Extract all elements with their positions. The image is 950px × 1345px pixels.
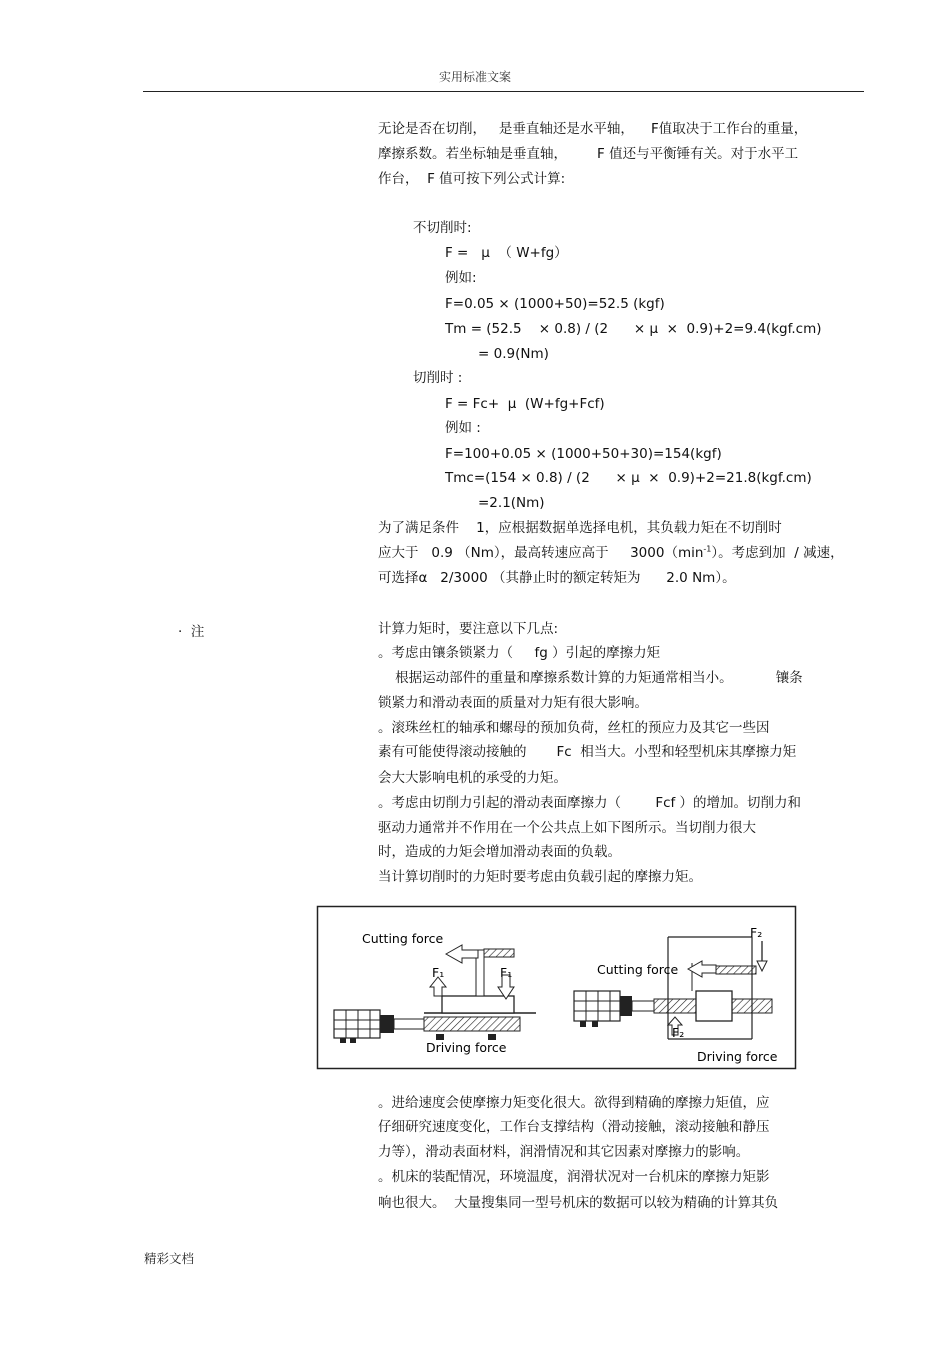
formula-line: Tm = (52.5 × 0.8) / (2 × μ × 0.9)+2=9.4(kgf.cm) (445, 321, 822, 337)
motor-flange-right (620, 996, 632, 1016)
body-line: 作台， F 值可按下列公式计算: (378, 171, 566, 187)
formula-line: F=100+0.05 × (1000+50+30)=154(kgf) (445, 446, 722, 462)
body-line: 无论是否在切削， 是垂直轴还是水平轴， F值取决于工作台的重量， (378, 121, 808, 137)
body-line: 例如 : (445, 420, 481, 436)
formula-line: F = Fc+ μ (W+fg+Fcf) (445, 396, 605, 412)
formula-line: F=0.05 × (1000+50)=52.5 (kgf) (445, 296, 665, 312)
f2-label-bottom: F₂ (672, 1025, 685, 1040)
coupling-left (394, 1019, 424, 1029)
f1-label-b: F₁ (500, 965, 513, 980)
body-line: 可选择α 2/3000 （其静止时的额定转矩为 2.0 Nm）。 (378, 570, 736, 586)
body-line: 会大大影响电机的承受的力矩。 (378, 770, 567, 786)
body-line: 。进给速度会使摩擦力矩变化很大。欲得到精确的摩擦力矩值，应 (378, 1095, 770, 1111)
body-text: ）。考虑到加 / 减速， (711, 545, 844, 561)
body-line: 。滚珠丝杠的轴承和螺母的预加负荷，丝杠的预应力及其它一些因 (378, 720, 770, 736)
body-line: 例如: (445, 270, 477, 286)
body-line: 。考虑由镶条锁紧力（ fg ）引起的摩擦力矩 (378, 645, 661, 661)
body-line: 切削时 : (413, 370, 463, 386)
servo-motor-right (574, 991, 620, 1021)
cutting-force-label-right: Cutting force (597, 962, 679, 977)
formula-line: = 0.9(Nm) (478, 346, 549, 362)
body-line: 响也很大。 大量搜集同一型号机床的数据可以较为精确的计算其负 (378, 1195, 779, 1211)
body-line: 素有可能使得滚动接触的 Fc 相当大。小型和轻型机床其摩擦力矩 (378, 744, 797, 760)
driving-force-label-right: Driving force (697, 1049, 778, 1064)
body-line: 为了满足条件 1，应根据数据单选择电机，其负载力矩在不切削时 (378, 520, 782, 536)
side-note: · 注 (178, 624, 205, 640)
body-line: 驱动力通常并不作用在一个公共点上如下图所示。当切削力很大 (378, 820, 756, 836)
body-line: 。机床的装配情况，环境温度，润滑状况对一台机床的摩擦力矩影 (378, 1169, 770, 1185)
force-diagram-figure (316, 903, 798, 1071)
body-text: 应大于 0.9 （Nm），最高转速应高于 3000（min (378, 545, 704, 561)
servo-motor-left (334, 1010, 380, 1038)
nut-right (696, 991, 732, 1021)
motor-flange-left (380, 1015, 394, 1033)
body-line: 力等），滑动表面材料，润滑情况和其它因素对摩擦力的影响。 (378, 1144, 750, 1160)
body-line: 根据运动部件的重量和摩擦系数计算的力矩通常相当小。 镶条 (378, 670, 803, 686)
formula-line: =2.1(Nm) (478, 495, 545, 511)
body-line: 当计算切削时的力矩时要考虑由负载引起的摩擦力矩。 (378, 869, 702, 885)
body-line: 锁紧力和滑动表面的质量对力矩有很大影响。 (378, 695, 648, 711)
force-diagram (316, 903, 798, 1071)
formula-line: Tmc=(154 × 0.8) / (2 × μ × 0.9)+2=21.8(kgf.cm) (445, 470, 812, 486)
body-line (378, 544, 844, 562)
table-left (442, 996, 514, 1013)
body-line: 时，造成的力矩会增加滑动表面的负载。 (378, 844, 621, 860)
header-rule (143, 91, 864, 92)
superscript: -1 (703, 544, 712, 554)
body-line: 计算力矩时，要注意以下几点: (378, 621, 559, 637)
formula-line: F = μ （ W+fg） (445, 245, 568, 261)
cutting-force-label-left: Cutting force (362, 931, 444, 946)
page-footer: 精彩文档 (144, 1251, 195, 1266)
f2-label-top: F₂ (750, 925, 763, 940)
body-line: 摩擦系数。若坐标轴是垂直轴， F 值还与平衡锤有关。对于水平工 (378, 146, 799, 162)
body-line: 仔细研究速度变化，工作台支撑结构（滑动接触，滚动接触和静压 (378, 1119, 770, 1135)
tool-right (716, 966, 756, 974)
body-line: 不切削时: (413, 220, 472, 236)
body-line: 。考虑由切削力引起的滑动表面摩擦力（ Fcf ）的增加。切削力和 (378, 795, 802, 811)
driving-force-label-left: Driving force (426, 1040, 507, 1055)
ball-screw-left (424, 1017, 520, 1031)
page-header: 实用标准文案 (438, 70, 511, 84)
f1-label-a: F₁ (432, 965, 445, 980)
